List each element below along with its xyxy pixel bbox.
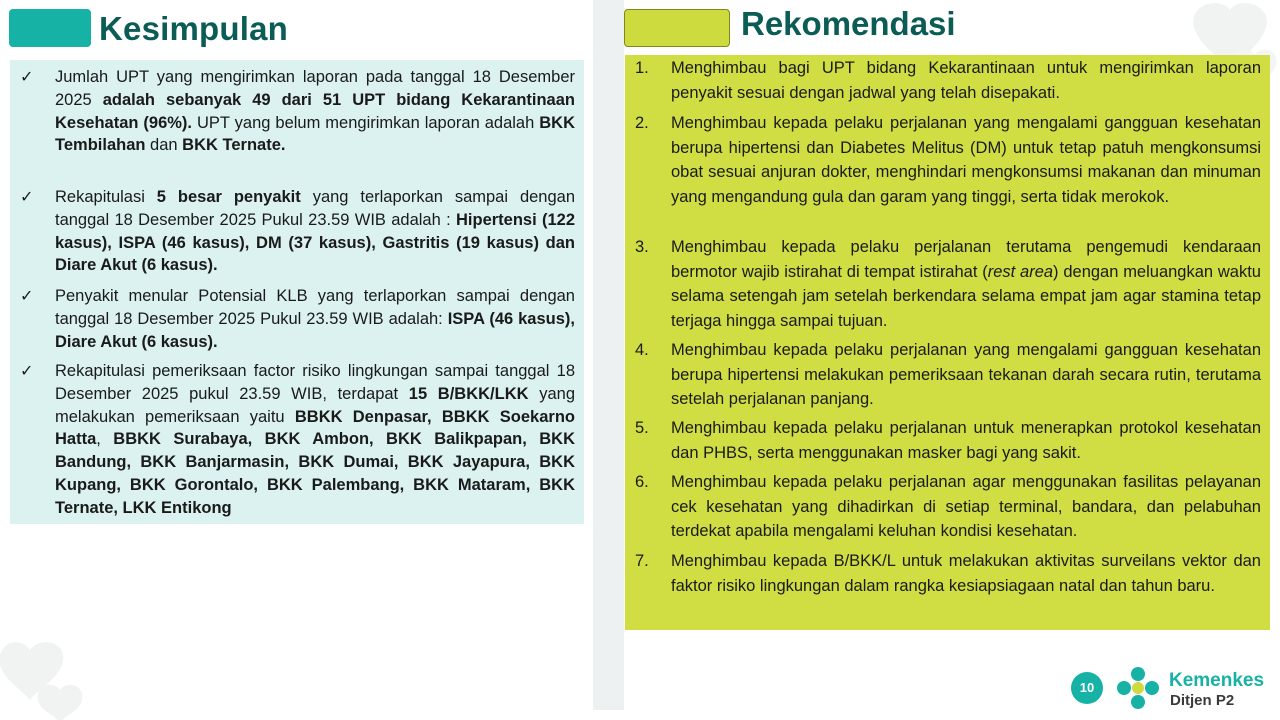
- check-icon: ✓: [20, 69, 34, 86]
- brand-subtitle: Ditjen P2: [1170, 692, 1235, 709]
- text-segment: UPT yang belum mengirimkan laporan adalah: [192, 113, 540, 132]
- text-segment: Menghimbau kepada pelaku perjalanan agar menggunakan fasilitas pelayanan cek kesehatan yang dihadirkan di setiap terminal, bandara, dan pelabuhan terdekat apabila mengalami keluhan kondisi kesehatan.: [671, 473, 1261, 540]
- kesimpulan-item-text: [55, 66, 575, 157]
- text-segment: Menghimbau kepada B/BKK/L untuk melakukan aktivitas surveilans vektor dan faktor risiko lingkungan dalam rangka kesiapsiagaan natal dan tahun baru.: [671, 552, 1261, 595]
- heart-pattern-icon: [0, 630, 90, 720]
- rekomendasi-title: Rekomendasi: [741, 5, 956, 42]
- text-segment-bold: Hipertensi (122 kasus), ISPA (46 kasus), DM (37 kasus), Gastritis (19 kasus) dan Diare Akut (6 kasus).: [55, 210, 576, 275]
- text-segment: Rekapitulasi: [55, 188, 157, 206]
- text-segment-bold: adalah sebanyak 49 dari 51 UPT bidang Kekarantinaan Kesehatan (96%).: [55, 90, 575, 132]
- kemenkes-logo-icon: [1114, 664, 1162, 712]
- rekomendasi-panel: [625, 55, 1270, 630]
- text-segment: yang terlaporkan sampai dengan tanggal 18 Desember 2025 Pukul 23.59 WIB adalah :: [55, 188, 575, 229]
- kesimpulan-item-text: [55, 360, 575, 520]
- kesimpulan-panel: [10, 60, 584, 524]
- text-segment: yang melakukan pemeriksaan yaitu: [55, 384, 575, 426]
- kesimpulan-title: Kesimpulan: [99, 10, 289, 47]
- text-segment-bold: BBKK Denpasar, BBKK Soekarno Hatta: [55, 407, 575, 449]
- rekomendasi-tab: [624, 9, 730, 47]
- check-icon: ✓: [20, 189, 34, 206]
- kesimpulan-item-text: [55, 186, 575, 277]
- rekomendasi-item-text: [671, 470, 1261, 544]
- text-segment: Menghimbau bagi UPT bidang Kekarantinaan untuk mengirimkan laporan penyakit sesuai dengan jadwal yang telah disepakati.: [671, 59, 1261, 102]
- center-divider: [593, 0, 624, 710]
- text-segment: Penyakit menular Potensial KLB yang terlaporkan sampai dengan tanggal 18 Desember 2025 Pukul 23.59 WIB adalah:: [55, 287, 575, 328]
- rekomendasi-item-text: [671, 416, 1261, 465]
- text-segment-bold: BKK Tembilahan: [55, 113, 575, 155]
- text-segment: Rekapitulasi pemeriksaan factor risiko lingkungan sampai tanggal 18 Desember 2025 pukul 23.59 WIB, terdapat: [55, 362, 575, 403]
- text-segment: dan: [145, 136, 183, 155]
- text-segment-bold: BKK Ternate.: [182, 136, 286, 155]
- text-segment-bold: 15 B/BKK/LKK: [408, 384, 529, 403]
- item-number: 7.: [635, 552, 649, 570]
- brand-name: Kemenkes: [1169, 670, 1265, 691]
- page-number: 10: [1071, 672, 1103, 704]
- text-segment: Menghimbau kepada pelaku perjalanan terutama pengemudi kendaraan bermotor wajib istirahat di tempat istirahat (: [671, 238, 1261, 281]
- text-segment: Jumlah UPT yang mengirimkan laporan pada tanggal 18 Desember 2025: [55, 68, 575, 109]
- text-segment: Menghimbau kepada pelaku perjalanan yang mengalami gangguan kesehatan berupa hipertensi melakukan pemeriksaan tekanan darah secara rutin, terutama setelah perjalanan panjang.: [671, 341, 1261, 408]
- check-icon: ✓: [20, 288, 34, 305]
- kesimpulan-tab: [9, 9, 91, 47]
- rekomendasi-item-text: [671, 56, 1261, 105]
- text-segment: ,: [96, 430, 114, 449]
- text-segment-bold: 5 besar penyakit: [156, 188, 301, 206]
- text-segment-italic: rest area: [987, 262, 1054, 281]
- rekomendasi-item-text: [671, 111, 1261, 209]
- text-segment-bold: BBKK Surabaya, BKK Ambon, BKK Balikpapan, BKK Bandung, BKK Banjarmasin, BKK Dumai, BKK Jayapura, BKK Kupang, BKK Gorontalo, BKK Palembang, BKK Mataram, BKK Ternate, LKK Entikong: [55, 430, 575, 517]
- item-number: 4.: [635, 341, 649, 359]
- item-number: 3.: [635, 238, 649, 256]
- text-segment-bold: ISPA (46 kasus), Diare Akut (6 kasus).: [55, 309, 575, 351]
- rekomendasi-item-text: [671, 235, 1261, 333]
- text-segment: Menghimbau kepada pelaku perjalanan untuk menerapkan protokol kesehatan dan PHBS, serta menggunakan masker bagi yang sakit.: [671, 419, 1261, 462]
- rekomendasi-item-text: [671, 338, 1261, 412]
- item-number: 5.: [635, 419, 649, 437]
- check-icon: ✓: [20, 363, 34, 380]
- kesimpulan-item-text: [55, 285, 575, 353]
- item-number: 1.: [635, 59, 649, 77]
- item-number: 2.: [635, 114, 649, 132]
- item-number: 6.: [635, 473, 649, 491]
- text-segment: ) dengan meluangkan waktu selama setengah jam setelah berkendara selama empat jam agar stamina tetap terjaga hingga sampai tujuan.: [671, 262, 1261, 330]
- text-segment: Menghimbau kepada pelaku perjalanan yang mengalami gangguan kesehatan berupa hipertensi dan Diabetes Melitus (DM) untuk tetap patuh mengkonsumsi obat sesuai anjuran dokter, menghindari mengkonsumsi makanan dan minuman yang mengandung gula dan garam yang tinggi, serta tidak merokok.: [671, 114, 1261, 206]
- rekomendasi-item-text: [671, 549, 1261, 598]
